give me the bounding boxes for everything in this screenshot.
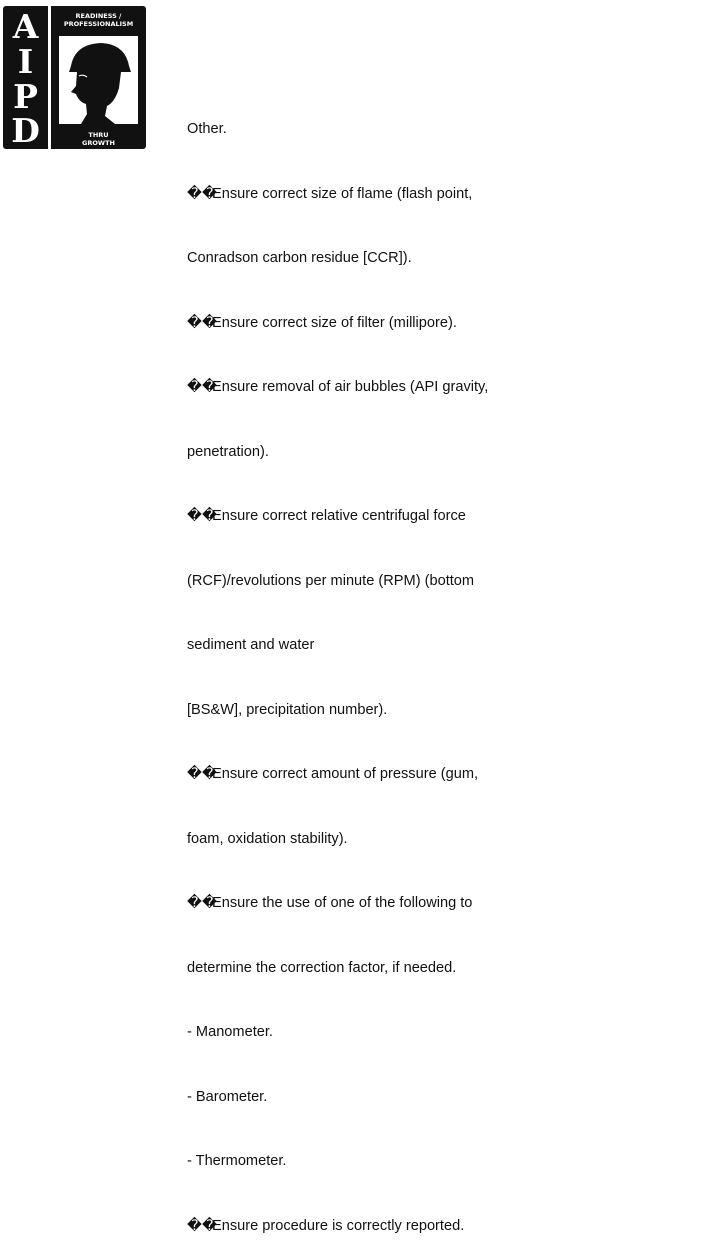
logo-letter-d: D [11,111,40,150]
bullet-text: Ensure correct size of filter (millipore). [212,314,457,331]
bullet-glyph: �� [187,766,217,782]
logo-bottom-text-2: GROWTH [82,139,115,147]
list-item: - Manometer. [187,1024,273,1040]
text-line: Other. [187,121,227,137]
bullet-text: Ensure correct amount of pressure (gum, [212,766,479,782]
logo-letter-p: P [13,77,38,116]
list-item: - Barometer. [187,1088,268,1105]
bullet-glyph: �� [187,314,217,331]
text-line: (RCF)/revolutions per minute (RPM) (bottom [187,572,475,589]
bullet-line [187,893,547,915]
text-line: foam, oxidation stability). [187,830,348,847]
text-line: [BS&W], precipitation number). [187,701,388,718]
logo-top-text-2: PROFESSIONALISM [63,20,134,28]
bullet-text: Ensure correct size of flame (flash point, [212,185,473,202]
bullet-line [187,377,547,399]
bullet-text: Ensure the use of one of the following to [212,895,473,911]
bullet-glyph: �� [187,185,217,202]
bullet-text: Ensure procedure is correctly reported. [212,1217,465,1234]
aipd-logo [3,6,146,149]
bullet-glyph: �� [187,1217,217,1234]
bullet-line [187,184,547,206]
logo-top-text-1: READINESS / [75,12,122,20]
logo-bottom-text-1: THRU [88,131,109,139]
text-line: sediment and water [187,637,315,653]
bullet-text: Ensure correct relative centrifugal force [212,508,466,524]
logo-letter-panel [3,6,48,149]
bullet-line [187,506,547,528]
text-line: Conradson carbon residue [CCR]). [187,250,412,266]
list-item: - Thermometer. [187,1153,287,1169]
text-line: penetration). [187,443,269,460]
bullet-glyph: �� [187,895,217,911]
logo-letter-a: A [12,7,39,46]
soldier-helmet-icon [59,36,138,124]
bullet-line [187,1216,547,1238]
document-body [187,76,547,1259]
bullet-text: Ensure removal of air bubbles (API gravity, [212,379,489,395]
bullet-glyph: �� [187,508,217,524]
bullet-line [187,313,547,335]
bullet-glyph: �� [187,379,217,395]
bullet-line [187,764,547,786]
logo-letter-i: I [17,42,34,81]
text-line: determine the correction factor, if needed. [187,959,457,976]
logo-emblem-panel [51,6,146,149]
logo-emblem-field [59,36,138,124]
